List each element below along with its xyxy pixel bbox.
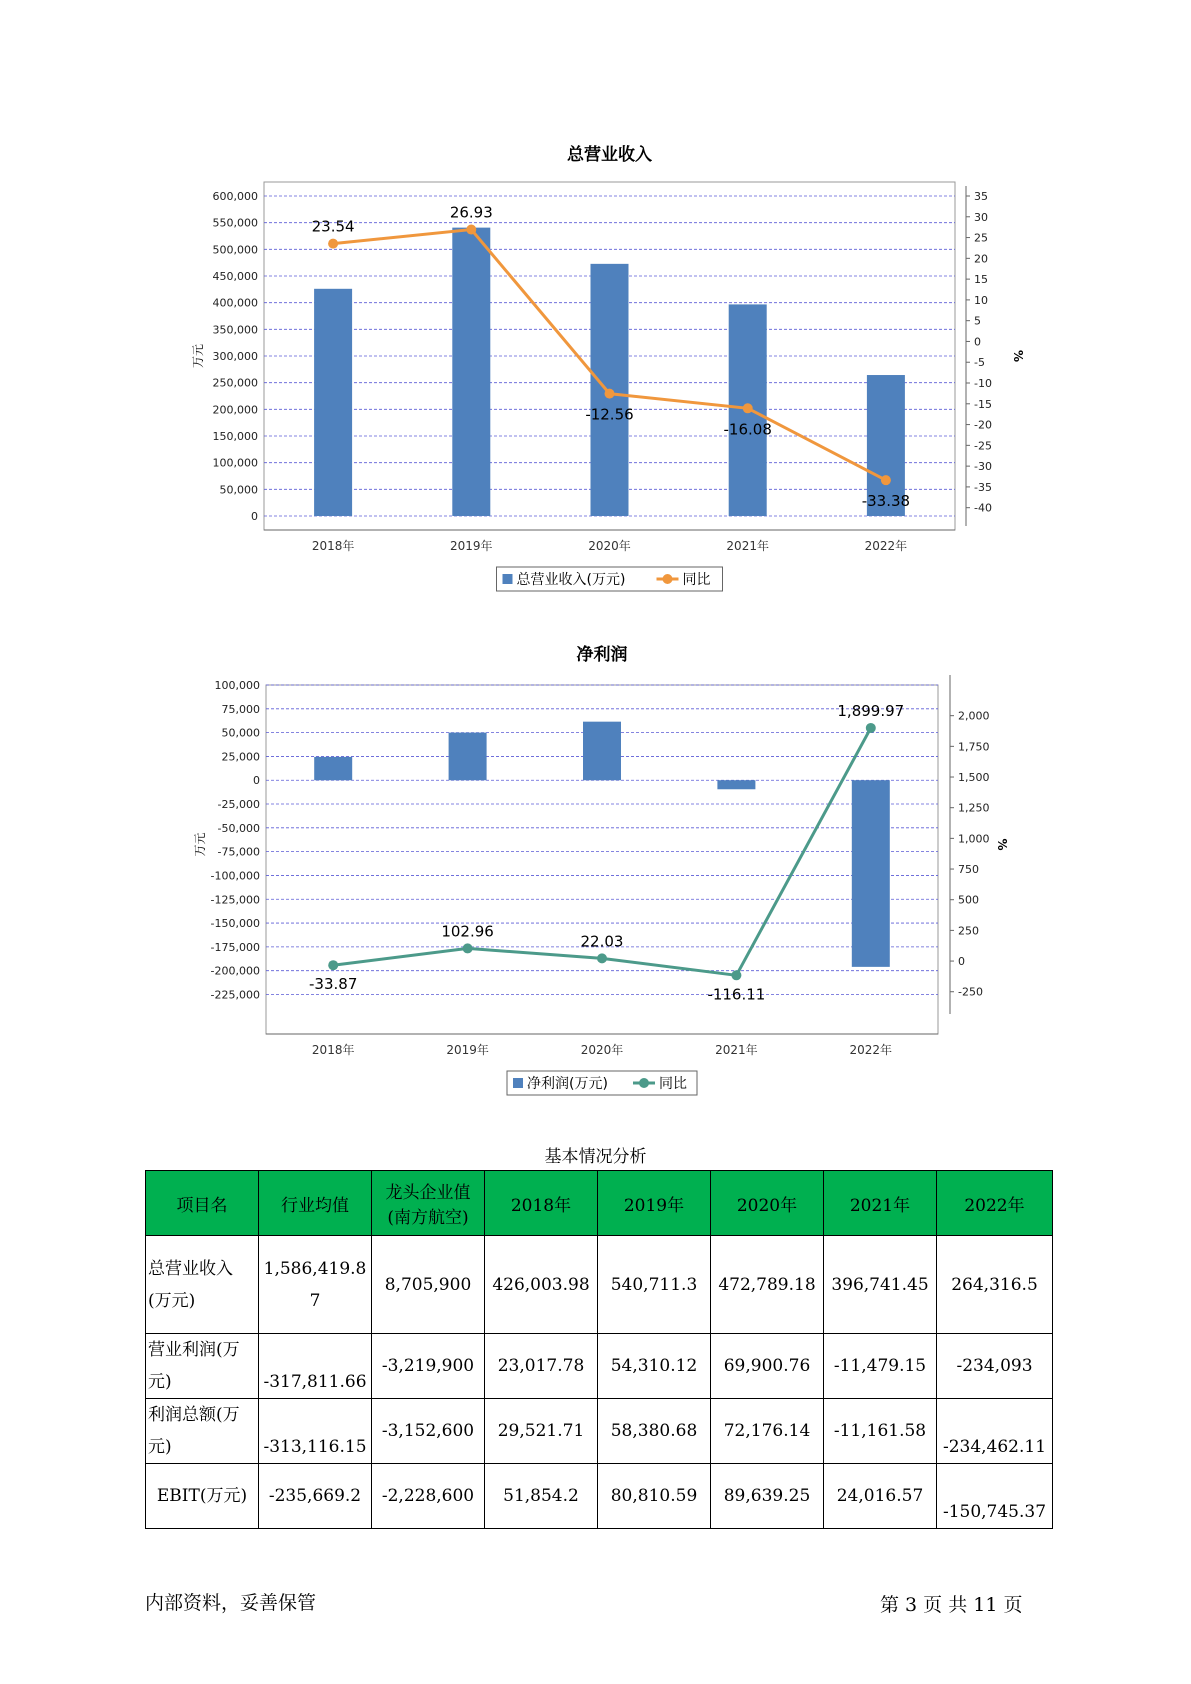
y2-tick-label: -5 <box>974 356 985 370</box>
table-cell: 23,017.78 <box>485 1334 598 1399</box>
y-tick-label: 100,000 <box>214 679 260 692</box>
line-point <box>597 953 607 963</box>
table-cell: -234,462.11 <box>937 1399 1053 1464</box>
table-header-cell: 龙头企业值(南方航空) <box>372 1171 485 1236</box>
table-row <box>146 1236 1053 1334</box>
y2-tick-label: 15 <box>974 273 988 287</box>
x-tick-label: 2022年 <box>864 539 908 553</box>
y2-tick-label: 1,750 <box>958 740 990 754</box>
x-tick-label: 2020年 <box>580 1043 624 1057</box>
y-tick-label: -75,000 <box>217 845 260 859</box>
legend-label: 同比 <box>659 1076 687 1092</box>
table-cell: -234,093 <box>937 1334 1053 1399</box>
y-tick-label: -125,000 <box>210 893 260 907</box>
y2-tick-label: 0 <box>974 335 981 349</box>
data-label: 23.54 <box>311 217 355 236</box>
y2-tick-label: -40 <box>974 501 992 515</box>
x-tick-label: 2022年 <box>849 1043 893 1057</box>
chart-svg <box>0 630 1191 1100</box>
bar <box>314 757 352 780</box>
table-header-cell: 2018年 <box>485 1171 598 1236</box>
y2-tick-label: 1,250 <box>958 801 990 815</box>
chart-legend <box>497 567 723 591</box>
bar <box>449 733 487 781</box>
table-header-cell: 2019年 <box>598 1171 711 1236</box>
data-label: 1,899.97 <box>837 701 905 720</box>
bar <box>852 780 890 967</box>
table-cell: 24,016.57 <box>824 1464 937 1529</box>
data-label: 22.03 <box>580 932 624 951</box>
table-cell: -150,745.37 <box>937 1464 1053 1529</box>
data-label: 102.96 <box>441 922 494 941</box>
table-cell: -11,479.15 <box>824 1334 937 1399</box>
y-tick-label: 25,000 <box>221 750 260 764</box>
table-cell: 营业利润(万元) <box>146 1334 259 1399</box>
chart-legend <box>507 1071 697 1095</box>
line-point <box>328 239 338 249</box>
table-header-row <box>146 1171 1053 1236</box>
y2-tick-label: 500 <box>958 893 979 907</box>
y-tick-label: 150,000 <box>212 430 258 443</box>
y2-tick-label: 20 <box>974 252 988 266</box>
bar <box>583 722 621 781</box>
y2-tick-label: -35 <box>974 480 992 494</box>
y2-tick-label: 5 <box>974 314 981 328</box>
line-point <box>605 389 615 399</box>
line-point <box>731 970 741 980</box>
table-cell: 58,380.68 <box>598 1399 711 1464</box>
table-cell: 80,810.59 <box>598 1464 711 1529</box>
revenue-chart <box>0 130 1191 600</box>
y-tick-label: 50,000 <box>221 726 260 740</box>
table-cell: 472,789.18 <box>711 1236 824 1334</box>
y2-tick-label: 30 <box>974 210 988 224</box>
line-point <box>328 960 338 970</box>
y-tick-label: 600,000 <box>212 190 258 203</box>
y-tick-label: 100,000 <box>212 456 258 470</box>
net-profit-chart <box>0 630 1191 1100</box>
y2-tick-label: -30 <box>974 460 992 474</box>
table-cell: 29,521.71 <box>485 1399 598 1464</box>
footer-page-number: 第 3 页 共 11 页 <box>880 1594 1023 1616</box>
data-label: -12.56 <box>585 405 634 424</box>
y-tick-label: -50,000 <box>217 821 260 835</box>
y2-tick-label: -10 <box>974 377 992 391</box>
x-tick-label: 2018年 <box>311 539 355 553</box>
table-cell: 72,176.14 <box>711 1399 824 1464</box>
table-cell: -3,219,900 <box>372 1334 485 1399</box>
y2-tick-label: -15 <box>974 397 992 411</box>
data-label: -33.87 <box>309 975 358 994</box>
table-header-cell: 2022年 <box>937 1171 1053 1236</box>
table-row <box>146 1334 1053 1399</box>
analysis-table <box>145 1170 1053 1529</box>
x-tick-label: 2021年 <box>715 1043 758 1057</box>
y-tick-label: -100,000 <box>210 869 260 883</box>
data-label: 26.93 <box>449 203 493 222</box>
y-tick-label: 400,000 <box>212 296 258 310</box>
chart-title: 净利润 <box>576 645 628 665</box>
table-cell: 1,586,419.87 <box>259 1236 372 1334</box>
data-label: -16.08 <box>723 420 772 439</box>
y-axis-label: 万元 <box>193 832 207 857</box>
x-tick-label: 2019年 <box>450 539 493 553</box>
y2-axis-label: % <box>1011 349 1025 363</box>
chart-svg <box>0 130 1191 600</box>
table-header-cell: 2020年 <box>711 1171 824 1236</box>
y-tick-label: 500,000 <box>212 243 258 257</box>
table-cell: 54,310.12 <box>598 1334 711 1399</box>
bar <box>452 228 490 516</box>
y2-tick-label: -250 <box>958 985 983 999</box>
table-cell: EBIT(万元) <box>146 1464 259 1529</box>
y-tick-label: 250,000 <box>212 376 258 390</box>
table-cell: 69,900.76 <box>711 1334 824 1399</box>
table-header-cell: 项目名 <box>146 1171 259 1236</box>
y2-tick-label: 2,000 <box>958 709 990 723</box>
y-tick-label: 450,000 <box>212 270 258 283</box>
footer-confidential: 内部资料，妥善保管 <box>145 1592 317 1614</box>
y2-tick-label: 750 <box>958 863 979 877</box>
legend-label: 总营业收入(万元) <box>516 572 626 588</box>
legend-label: 同比 <box>682 572 711 588</box>
table-cell: 51,854.2 <box>485 1464 598 1529</box>
y-tick-label: -175,000 <box>210 940 260 954</box>
table-row <box>146 1399 1053 1464</box>
y-tick-label: 350,000 <box>212 323 258 337</box>
data-label: -33.38 <box>861 492 911 511</box>
table-cell: -2,228,600 <box>372 1464 485 1529</box>
y-tick-label: 550,000 <box>212 216 258 230</box>
x-tick-label: 2018年 <box>311 1043 355 1057</box>
data-label: -116.11 <box>707 985 766 1004</box>
table-cell: -3,152,600 <box>372 1399 485 1464</box>
y-tick-label: -200,000 <box>210 964 260 978</box>
table-row <box>146 1464 1053 1529</box>
y-tick-label: -25,000 <box>217 798 260 812</box>
chart-title: 总营业收入 <box>567 145 652 165</box>
legend-label: 净利润(万元) <box>527 1076 608 1092</box>
y2-tick-label: 0 <box>958 955 965 969</box>
y-tick-label: 0 <box>253 774 260 788</box>
table-cell: 89,639.25 <box>711 1464 824 1529</box>
y-tick-label: -225,000 <box>210 988 260 1002</box>
line-point <box>466 225 476 235</box>
table-cell: 利润总额(万元) <box>146 1399 259 1464</box>
table-cell: 总营业收入(万元) <box>146 1236 259 1334</box>
table-cell: 264,316.5 <box>937 1236 1053 1334</box>
table-header-cell: 2021年 <box>824 1171 937 1236</box>
table-cell: -235,669.2 <box>259 1464 372 1529</box>
y2-tick-label: 35 <box>974 190 988 203</box>
line-point <box>866 723 876 733</box>
line-point <box>463 943 473 953</box>
y-tick-label: 75,000 <box>221 702 260 716</box>
line-point <box>881 475 891 485</box>
x-tick-label: 2020年 <box>588 539 631 553</box>
y2-tick-label: 250 <box>958 924 979 938</box>
table-cell: -317,811.66 <box>259 1334 372 1399</box>
y-tick-label: 300,000 <box>212 350 258 363</box>
table-cell: 8,705,900 <box>372 1236 485 1334</box>
y2-tick-label: 1,000 <box>958 832 990 846</box>
table-cell: -313,116.15 <box>259 1399 372 1464</box>
x-tick-label: 2021年 <box>726 539 769 553</box>
y-tick-label: 50,000 <box>219 483 258 497</box>
table-cell: 540,711.3 <box>598 1236 711 1334</box>
y-tick-label: 200,000 <box>212 403 258 417</box>
table-cell: 396,741.45 <box>824 1236 937 1334</box>
y2-tick-label: 10 <box>974 293 988 307</box>
table-title: 基本情况分析 <box>544 1147 647 1167</box>
bar <box>314 289 352 516</box>
line-point <box>743 403 753 413</box>
table-header-cell: 行业均值 <box>259 1171 372 1236</box>
table-cell: 426,003.98 <box>485 1236 598 1334</box>
y-axis-label: 万元 <box>191 343 205 369</box>
y-tick-label: -150,000 <box>210 917 260 931</box>
y2-axis-label: % <box>995 838 1009 851</box>
y2-tick-label: 1,500 <box>958 771 990 785</box>
x-tick-label: 2019年 <box>446 1043 489 1057</box>
y2-tick-label: -20 <box>974 418 992 432</box>
y2-tick-label: 25 <box>974 231 988 245</box>
y-tick-label: 0 <box>251 510 258 523</box>
table-cell: -11,161.58 <box>824 1399 937 1464</box>
y2-tick-label: -25 <box>974 439 992 453</box>
bar <box>717 780 755 789</box>
